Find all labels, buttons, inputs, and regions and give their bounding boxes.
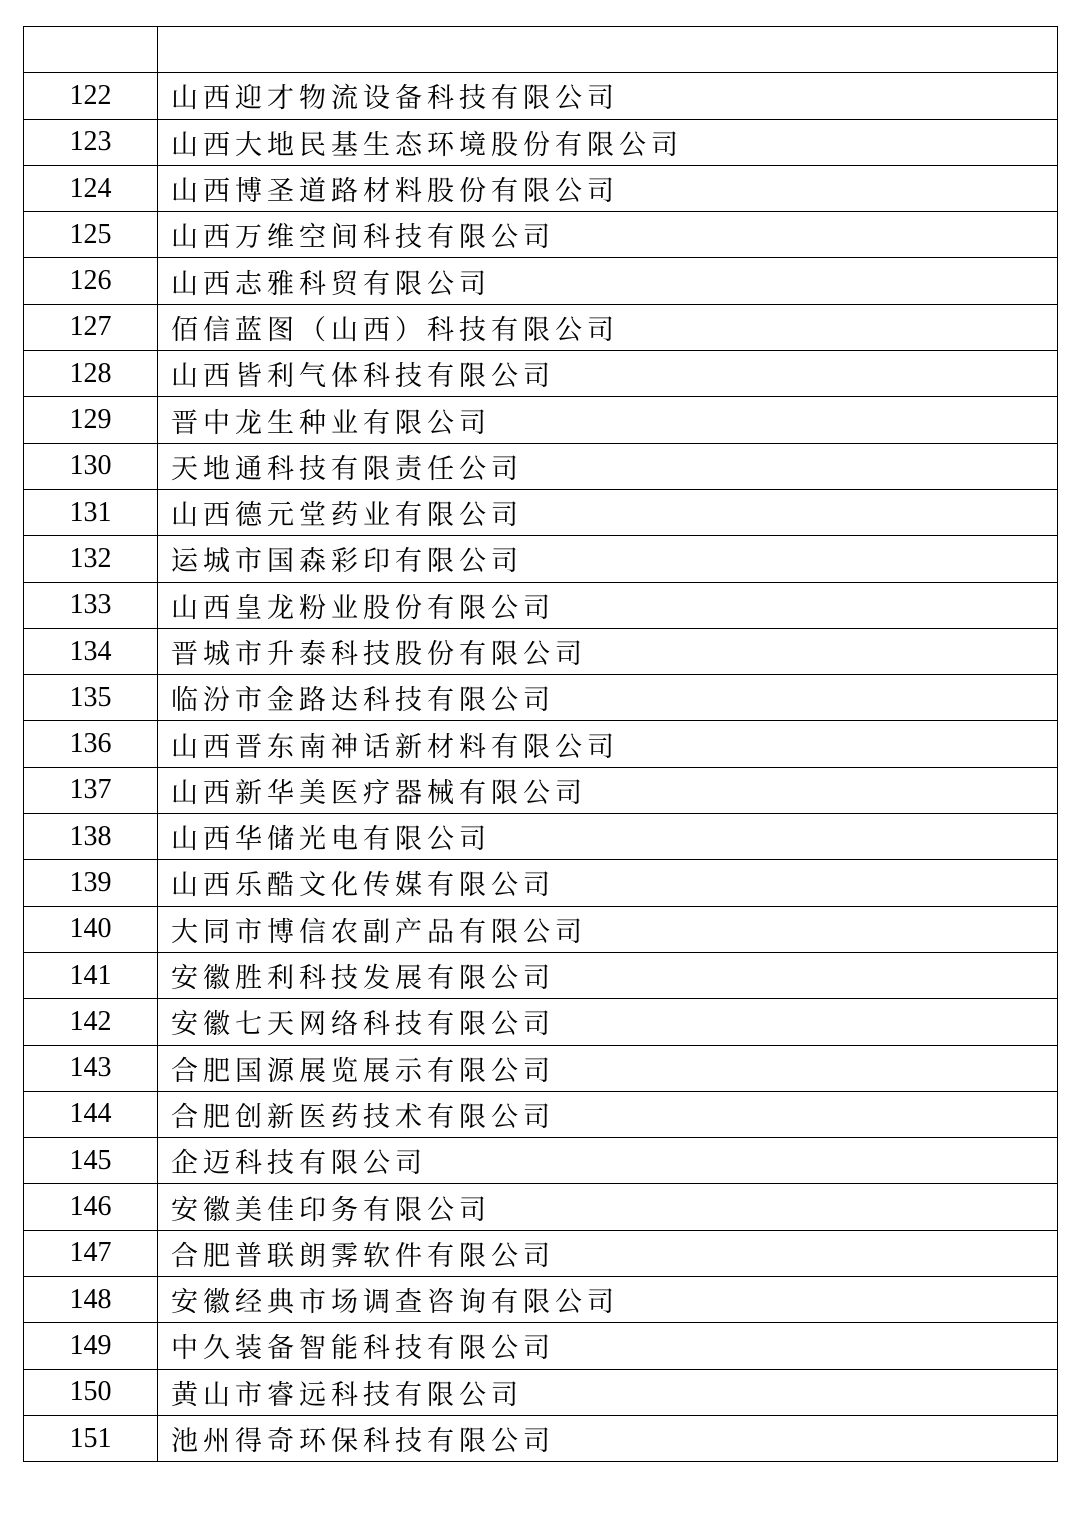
- row-number: 122: [24, 73, 158, 119]
- row-number: 133: [24, 582, 158, 628]
- table-row: [24, 675, 1058, 721]
- company-name: 晋中龙生种业有限公司: [158, 397, 1058, 443]
- table-row: [24, 258, 1058, 304]
- row-number: 134: [24, 628, 158, 674]
- company-name: 企迈科技有限公司: [158, 1138, 1058, 1184]
- company-name: 安徽胜利科技发展有限公司: [158, 952, 1058, 998]
- company-name: 安徽美佳印务有限公司: [158, 1184, 1058, 1230]
- company-name: 山西皇龙粉业股份有限公司: [158, 582, 1058, 628]
- table-row: [24, 1184, 1058, 1230]
- row-number: 141: [24, 952, 158, 998]
- table-row: [24, 860, 1058, 906]
- company-name: 山西华储光电有限公司: [158, 814, 1058, 860]
- table-row: [24, 721, 1058, 767]
- row-number: 127: [24, 304, 158, 350]
- table-row: [24, 1323, 1058, 1369]
- row-number: 151: [24, 1415, 158, 1461]
- company-name: 大同市博信农副产品有限公司: [158, 906, 1058, 952]
- table-row: [24, 999, 1058, 1045]
- company-name: 晋城市升泰科技股份有限公司: [158, 628, 1058, 674]
- table-row: [24, 767, 1058, 813]
- table-row: [24, 1045, 1058, 1091]
- company-name: 池州得奇环保科技有限公司: [158, 1415, 1058, 1461]
- company-name: 合肥创新医药技术有限公司: [158, 1091, 1058, 1137]
- row-number: 131: [24, 489, 158, 535]
- company-name: 佰信蓝图（山西）科技有限公司: [158, 304, 1058, 350]
- row-number: 126: [24, 258, 158, 304]
- row-number: 132: [24, 536, 158, 582]
- row-number: 148: [24, 1277, 158, 1323]
- row-number: 136: [24, 721, 158, 767]
- table-row: [24, 1138, 1058, 1184]
- table-row: [24, 536, 1058, 582]
- table-row: [24, 304, 1058, 350]
- table-row: [24, 351, 1058, 397]
- company-list-table: [23, 26, 1058, 1462]
- row-number: 144: [24, 1091, 158, 1137]
- company-name: 山西乐酷文化传媒有限公司: [158, 860, 1058, 906]
- table-row: [24, 1369, 1058, 1415]
- company-name: 天地通科技有限责任公司: [158, 443, 1058, 489]
- company-name: 山西迎才物流设备科技有限公司: [158, 73, 1058, 119]
- company-name: 中久装备智能科技有限公司: [158, 1323, 1058, 1369]
- table-row: [24, 443, 1058, 489]
- row-number: 123: [24, 119, 158, 165]
- table-row: [24, 1091, 1058, 1137]
- row-number: 149: [24, 1323, 158, 1369]
- table-body: [24, 27, 1058, 1462]
- company-name: 安徽经典市场调查咨询有限公司: [158, 1277, 1058, 1323]
- row-number: 150: [24, 1369, 158, 1415]
- company-name: 山西德元堂药业有限公司: [158, 489, 1058, 535]
- company-name: 山西万维空间科技有限公司: [158, 212, 1058, 258]
- row-number: 143: [24, 1045, 158, 1091]
- table-row: [24, 628, 1058, 674]
- company-name: 山西皆利气体科技有限公司: [158, 351, 1058, 397]
- row-number: 135: [24, 675, 158, 721]
- company-name: 山西博圣道路材料股份有限公司: [158, 165, 1058, 211]
- table-row: [24, 814, 1058, 860]
- table-header-row: [24, 27, 1058, 73]
- row-number: 138: [24, 814, 158, 860]
- table-row: [24, 1277, 1058, 1323]
- row-number: 147: [24, 1230, 158, 1276]
- company-name: 临汾市金路达科技有限公司: [158, 675, 1058, 721]
- row-number: 125: [24, 212, 158, 258]
- table-row: [24, 397, 1058, 443]
- table-row: [24, 212, 1058, 258]
- company-name: 合肥普联朗霁软件有限公司: [158, 1230, 1058, 1276]
- row-number: 142: [24, 999, 158, 1045]
- company-name: 山西大地民基生态环境股份有限公司: [158, 119, 1058, 165]
- company-name: 黄山市睿远科技有限公司: [158, 1369, 1058, 1415]
- table-row: [24, 582, 1058, 628]
- table-row: [24, 119, 1058, 165]
- company-name: 山西新华美医疗器械有限公司: [158, 767, 1058, 813]
- company-name: 合肥国源展览展示有限公司: [158, 1045, 1058, 1091]
- table-row: [24, 165, 1058, 211]
- table-row: [24, 906, 1058, 952]
- table-row: [24, 1230, 1058, 1276]
- company-name: 山西志雅科贸有限公司: [158, 258, 1058, 304]
- row-number: 146: [24, 1184, 158, 1230]
- company-name: 山西晋东南神话新材料有限公司: [158, 721, 1058, 767]
- row-number: 130: [24, 443, 158, 489]
- table-row: [24, 489, 1058, 535]
- row-number: 137: [24, 767, 158, 813]
- company-name: 运城市国森彩印有限公司: [158, 536, 1058, 582]
- company-name: 安徽七天网络科技有限公司: [158, 999, 1058, 1045]
- row-number: 124: [24, 165, 158, 211]
- header-no-cell: [24, 27, 158, 73]
- table-row: [24, 1415, 1058, 1461]
- row-number: 128: [24, 351, 158, 397]
- header-name-cell: [158, 27, 1058, 73]
- table-row: [24, 952, 1058, 998]
- row-number: 129: [24, 397, 158, 443]
- row-number: 139: [24, 860, 158, 906]
- row-number: 140: [24, 906, 158, 952]
- row-number: 145: [24, 1138, 158, 1184]
- table-row: [24, 73, 1058, 119]
